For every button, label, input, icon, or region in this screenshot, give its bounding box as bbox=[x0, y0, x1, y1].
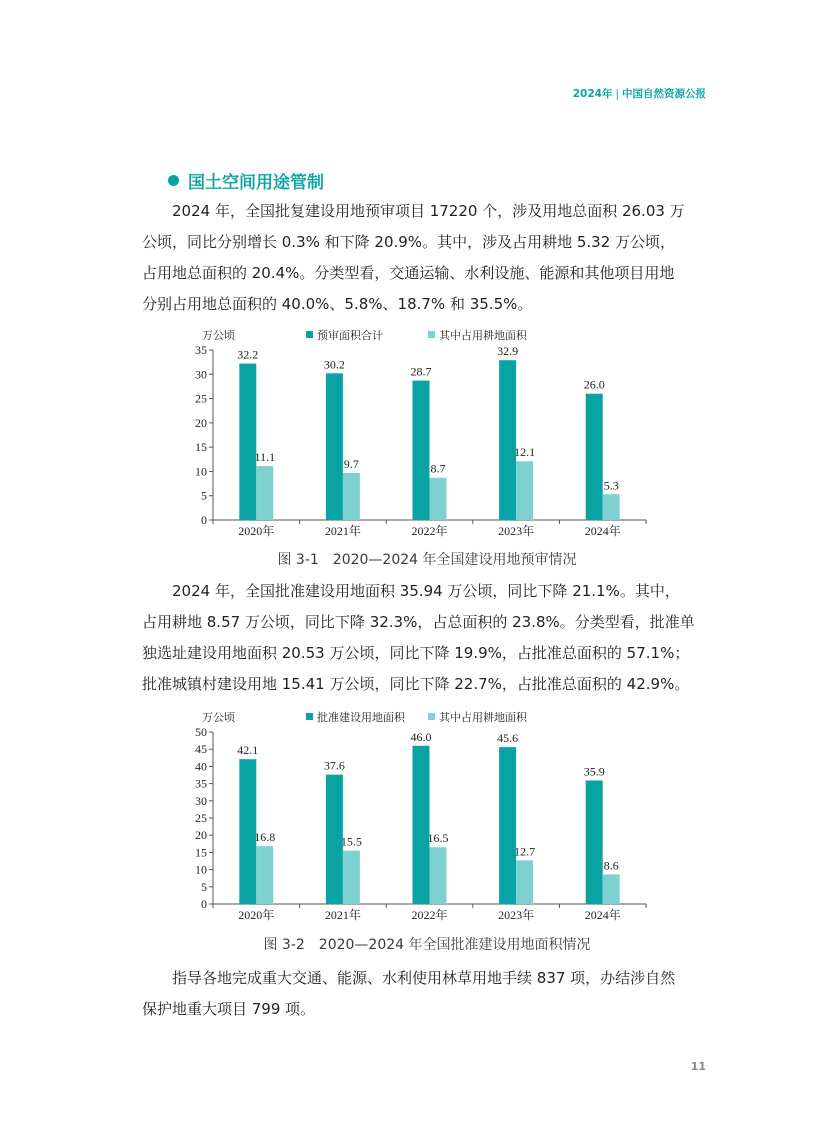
chart2-bar bbox=[343, 851, 360, 904]
chart2-y-tick-label: 0 bbox=[201, 897, 207, 911]
chart1-data-label: 28.7 bbox=[410, 364, 432, 379]
chart1-legend-label: 其中占用耕地面积 bbox=[439, 329, 527, 342]
paragraph-line: 独选址建设用地面积 20.53 万公顷，同比下降 19.9%，占批准总面积的 57.1%； bbox=[142, 644, 690, 662]
paragraph-line: 批准城镇村建设用地 15.41 万公顷，同比下降 22.7%，占批准总面积的 42.9%。 bbox=[142, 675, 690, 693]
chart2-data-label: 42.1 bbox=[237, 743, 259, 758]
chart2-data-label: 35.9 bbox=[583, 764, 605, 779]
chart2-x-tick-label: 2020年 bbox=[238, 908, 275, 922]
page-header bbox=[560, 86, 706, 102]
chart2-x-tick-label: 2022年 bbox=[411, 908, 448, 922]
chart1-x-tick-label: 2020年 bbox=[238, 524, 275, 538]
chart1-data-label: 5.3 bbox=[603, 478, 619, 493]
chart2-data-label: 46.0 bbox=[410, 729, 432, 744]
chart1-y-tick-label: 25 bbox=[195, 391, 207, 406]
chart2-y-tick-label: 45 bbox=[195, 742, 207, 757]
paragraph-line: 2024 年，全国批准建设用地面积 35.94 万公顷，同比下降 21.1%。其中， bbox=[172, 582, 680, 600]
chart1-data-label: 8.7 bbox=[430, 461, 446, 476]
chart-1-svg bbox=[180, 326, 660, 546]
chart2-y-tick-label: 25 bbox=[195, 811, 207, 825]
chart1-data-label: 30.2 bbox=[323, 357, 345, 372]
chart2-legend-swatch bbox=[428, 713, 435, 720]
chart1-y-axis-label: 万公顷 bbox=[202, 329, 235, 342]
chart2-bar bbox=[430, 847, 447, 904]
chart1-bar bbox=[256, 466, 273, 520]
chart2-x-tick-label: 2021年 bbox=[324, 908, 361, 922]
chart1-bar bbox=[413, 381, 430, 520]
chart2-data-label: 16.8 bbox=[254, 830, 276, 845]
chart1-data-label: 9.7 bbox=[343, 456, 359, 471]
chart1-data-label: 26.0 bbox=[583, 377, 605, 392]
chart2-y-axis-label: 万公顷 bbox=[202, 711, 235, 724]
chart2-y-tick-label: 50 bbox=[195, 725, 207, 739]
paragraph-2 bbox=[142, 576, 712, 700]
chart1-data-label: 32.9 bbox=[497, 344, 519, 359]
paragraph-line: 分别占用地总面积的 40.0%、5.8%、18.7% 和 35.5%。 bbox=[142, 295, 533, 313]
header-title: 中国自然资源公报 bbox=[622, 88, 706, 100]
chart2-y-tick-label: 5 bbox=[201, 879, 207, 894]
chart1-x-tick-label: 2024年 bbox=[584, 524, 621, 538]
chart1-data-label: 12.1 bbox=[514, 445, 536, 460]
chart1-legend-swatch bbox=[428, 331, 435, 338]
chart2-legend-label: 其中占用耕地面积 bbox=[439, 711, 527, 724]
chart1-legend-label: 预审面积合计 bbox=[317, 329, 383, 342]
chart2-data-label: 15.5 bbox=[340, 834, 362, 849]
chart1-y-tick-label: 0 bbox=[201, 513, 207, 527]
chart-2-svg bbox=[180, 708, 660, 930]
paragraph-line: 占用耕地 8.57 万公顷，同比下降 32.3%，占总面积的 23.8%。分类型看，批准单 bbox=[142, 613, 695, 631]
chart2-y-tick-label: 15 bbox=[195, 845, 207, 860]
chart2-data-label: 8.6 bbox=[603, 858, 619, 873]
figure-2-caption: 图 3-2 2020—2024 年全国批准建设用地面积情况 bbox=[263, 937, 591, 953]
paragraph-3 bbox=[142, 963, 712, 1025]
paragraph-line: 指导各地完成重大交通、能源、水利使用林草用地手续 837 项，办结涉自然 bbox=[172, 969, 676, 987]
chart1-x-tick-label: 2021年 bbox=[324, 524, 361, 538]
chart2-bar bbox=[586, 781, 603, 904]
chart2-data-label: 37.6 bbox=[323, 758, 345, 773]
chart2-bar bbox=[516, 860, 533, 904]
chart1-bar bbox=[326, 373, 343, 520]
page-number: 11 bbox=[690, 1060, 706, 1073]
chart2-bar bbox=[603, 874, 620, 904]
chart1-y-tick-label: 10 bbox=[195, 464, 207, 479]
figure-1-caption: 图 3-1 2020—2024 年全国建设用地预审情况 bbox=[277, 552, 577, 568]
chart1-bar bbox=[499, 360, 516, 520]
header-year: 2024年 bbox=[572, 88, 613, 100]
chart1-bar bbox=[603, 494, 620, 520]
paragraph-1 bbox=[142, 196, 712, 320]
chart2-x-tick-label: 2024年 bbox=[584, 908, 621, 922]
chart2-y-tick-label: 20 bbox=[195, 828, 207, 843]
header-separator: | bbox=[615, 88, 619, 100]
chart2-bar bbox=[256, 846, 273, 904]
chart1-data-label: 32.2 bbox=[237, 347, 259, 362]
section-title: 国土空间用途管制 bbox=[188, 172, 324, 193]
chart1-bar bbox=[239, 364, 256, 520]
paragraph-line: 占用地总面积的 20.4%。分类型看，交通运输、水利设施、能源和其他项目用地 bbox=[142, 264, 675, 282]
chart2-bar bbox=[499, 747, 516, 904]
chart2-y-tick-label: 40 bbox=[195, 759, 207, 774]
chart1-bar bbox=[586, 394, 603, 520]
chart1-y-tick-label: 5 bbox=[201, 488, 207, 503]
paragraph-line: 保护地重大项目 799 项。 bbox=[142, 1000, 316, 1018]
chart2-data-label: 45.6 bbox=[497, 731, 519, 746]
chart2-legend-label: 批准建设用地面积 bbox=[317, 711, 405, 724]
chart2-data-label: 12.7 bbox=[514, 844, 536, 859]
chart1-y-tick-label: 15 bbox=[195, 440, 207, 455]
chart1-data-label: 11.1 bbox=[254, 450, 276, 465]
chart1-x-tick-label: 2023年 bbox=[498, 524, 535, 538]
paragraph-line: 公顷，同比分别增长 0.3% 和下降 20.9%。其中，涉及占用耕地 5.32 万公顷， bbox=[142, 233, 676, 251]
chart2-y-tick-label: 30 bbox=[195, 793, 207, 808]
chart2-data-label: 16.5 bbox=[427, 831, 449, 846]
chart2-x-tick-label: 2023年 bbox=[498, 908, 535, 922]
paragraph-line: 2024 年，全国批复建设用地预审项目 17220 个，涉及用地总面积 26.03 万 bbox=[172, 202, 685, 220]
chart1-bar bbox=[516, 461, 533, 520]
chart1-bar bbox=[343, 473, 360, 520]
chart1-legend-swatch bbox=[306, 331, 313, 338]
chart-figure-2 bbox=[180, 708, 660, 930]
chart1-y-tick-label: 30 bbox=[195, 367, 207, 382]
chart2-legend-swatch bbox=[306, 713, 313, 720]
chart-figure-1 bbox=[180, 326, 660, 546]
chart2-y-tick-label: 35 bbox=[195, 776, 207, 791]
chart2-bar bbox=[413, 746, 430, 904]
bullet-dot-icon bbox=[168, 175, 179, 186]
section-heading bbox=[168, 168, 324, 192]
chart1-y-tick-label: 35 bbox=[195, 343, 207, 357]
chart1-x-tick-label: 2022年 bbox=[411, 524, 448, 538]
chart2-y-tick-label: 10 bbox=[195, 862, 207, 877]
chart1-bar bbox=[430, 478, 447, 520]
chart1-y-tick-label: 20 bbox=[195, 415, 207, 430]
